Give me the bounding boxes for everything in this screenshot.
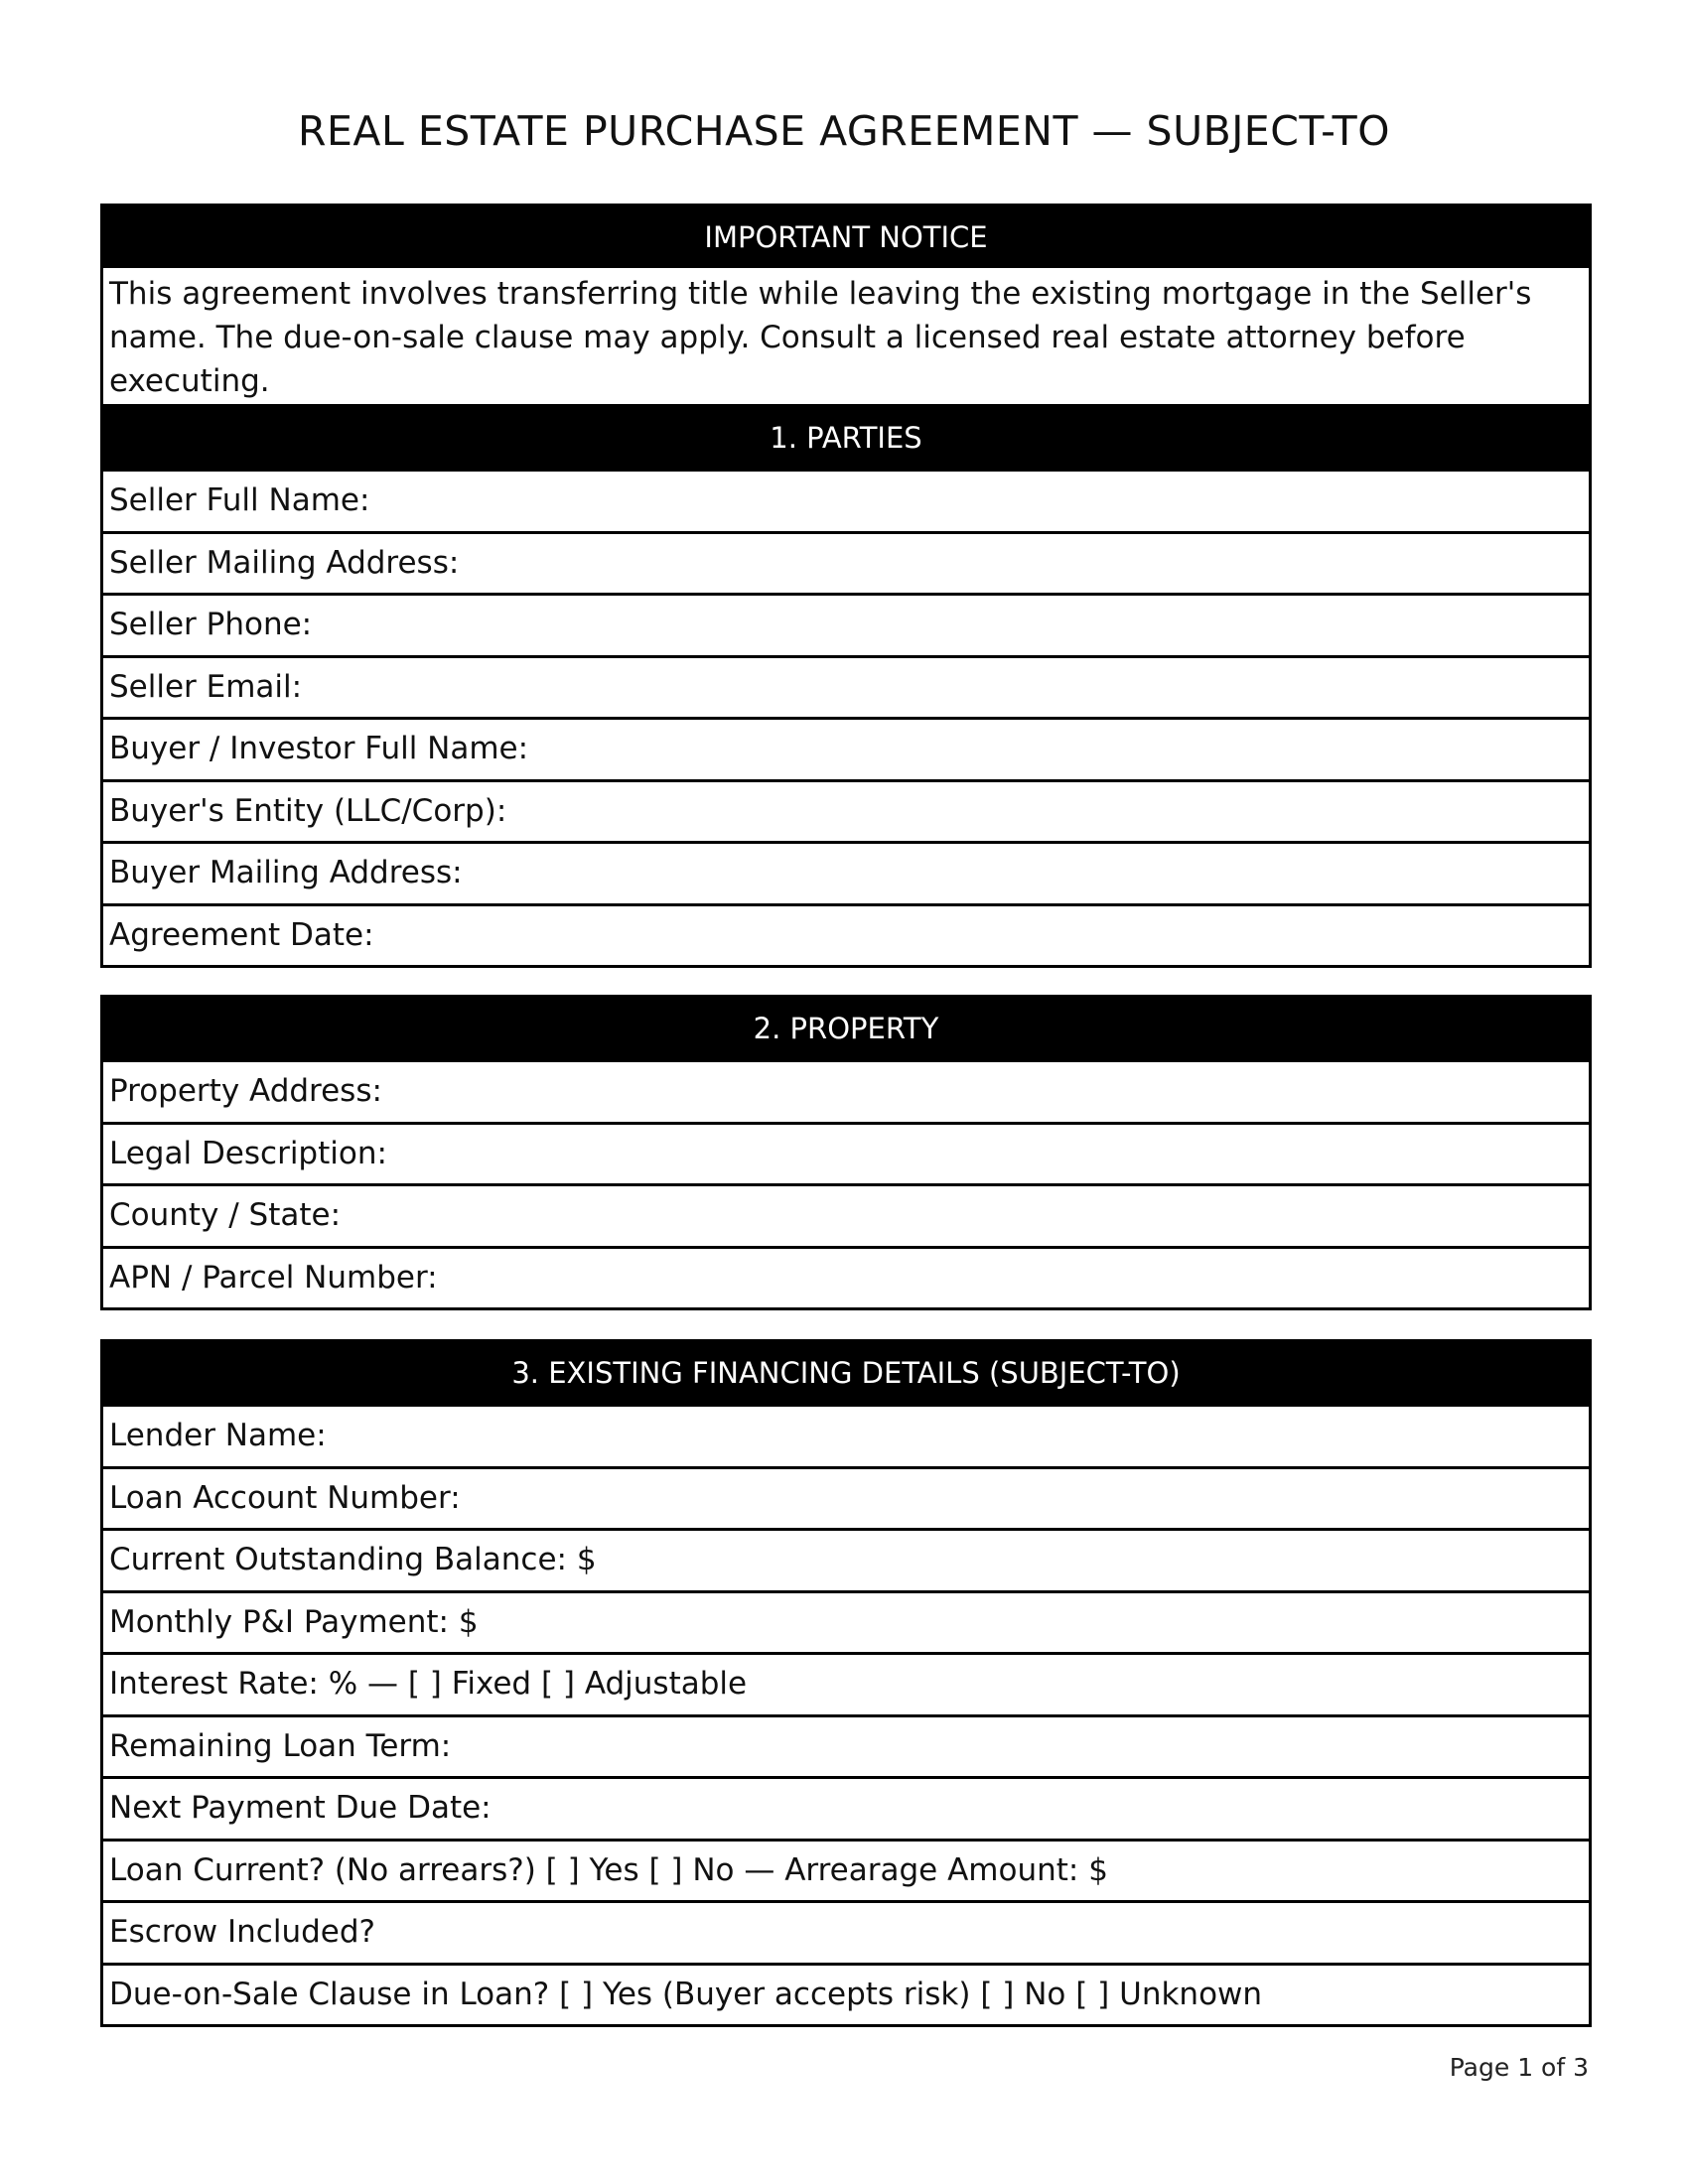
loan-current-field[interactable]: Loan Current? (No arrears?) [ ] Yes [ ] No — Arrearage Amount: $ — [103, 1839, 1589, 1901]
document-title: REAL ESTATE PURCHASE AGREEMENT — SUBJECT-TO — [298, 107, 1390, 155]
interest-rate-field[interactable]: Interest Rate: % — [ ] Fixed [ ] Adjustable — [103, 1652, 1589, 1714]
lender-name-field[interactable]: Lender Name: — [103, 1404, 1589, 1466]
seller-phone-field[interactable]: Seller Phone: — [103, 593, 1589, 655]
remaining-loan-term-field[interactable]: Remaining Loan Term: — [103, 1714, 1589, 1777]
financing-section — [100, 1339, 1592, 2027]
notice-header: IMPORTANT NOTICE — [103, 206, 1589, 268]
outstanding-balance-field[interactable]: Current Outstanding Balance: $ — [103, 1528, 1589, 1590]
financing-header: 3. EXISTING FINANCING DETAILS (SUBJECT-TO) — [103, 1342, 1589, 1404]
seller-full-name-field[interactable]: Seller Full Name: — [103, 469, 1589, 531]
seller-mailing-address-field[interactable]: Seller Mailing Address: — [103, 531, 1589, 594]
page-number: Page 1 of 3 — [1449, 2053, 1589, 2082]
notice-section — [100, 204, 1592, 410]
notice-body: This agreement involves transferring title while leaving the existing mortgage in the Seller's name. The due-on-sale clause may apply. Consult a licensed real estate attorney before executing. — [109, 276, 1532, 399]
apn-parcel-number-field[interactable]: APN / Parcel Number: — [103, 1246, 1589, 1308]
loan-account-number-field[interactable]: Loan Account Number: — [103, 1466, 1589, 1529]
next-payment-due-date-field[interactable]: Next Payment Due Date: — [103, 1776, 1589, 1839]
escrow-included-field[interactable]: Escrow Included? — [103, 1900, 1589, 1963]
parties-section — [100, 404, 1592, 968]
buyer-entity-field[interactable]: Buyer's Entity (LLC/Corp): — [103, 779, 1589, 842]
agreement-date-field[interactable]: Agreement Date: — [103, 903, 1589, 966]
property-address-field[interactable]: Property Address: — [103, 1059, 1589, 1122]
property-header: 2. PROPERTY — [103, 998, 1589, 1059]
legal-description-field[interactable]: Legal Description: — [103, 1122, 1589, 1184]
county-state-field[interactable]: County / State: — [103, 1183, 1589, 1246]
due-on-sale-clause-field[interactable]: Due-on-Sale Clause in Loan? [ ] Yes (Buyer accepts risk) [ ] No [ ] Unknown — [103, 1963, 1589, 2025]
property-section — [100, 995, 1592, 1310]
parties-header: 1. PARTIES — [103, 407, 1589, 469]
seller-email-field[interactable]: Seller Email: — [103, 655, 1589, 718]
buyer-mailing-address-field[interactable]: Buyer Mailing Address: — [103, 841, 1589, 903]
monthly-payment-field[interactable]: Monthly P&I Payment: $ — [103, 1590, 1589, 1653]
buyer-full-name-field[interactable]: Buyer / Investor Full Name: — [103, 717, 1589, 779]
